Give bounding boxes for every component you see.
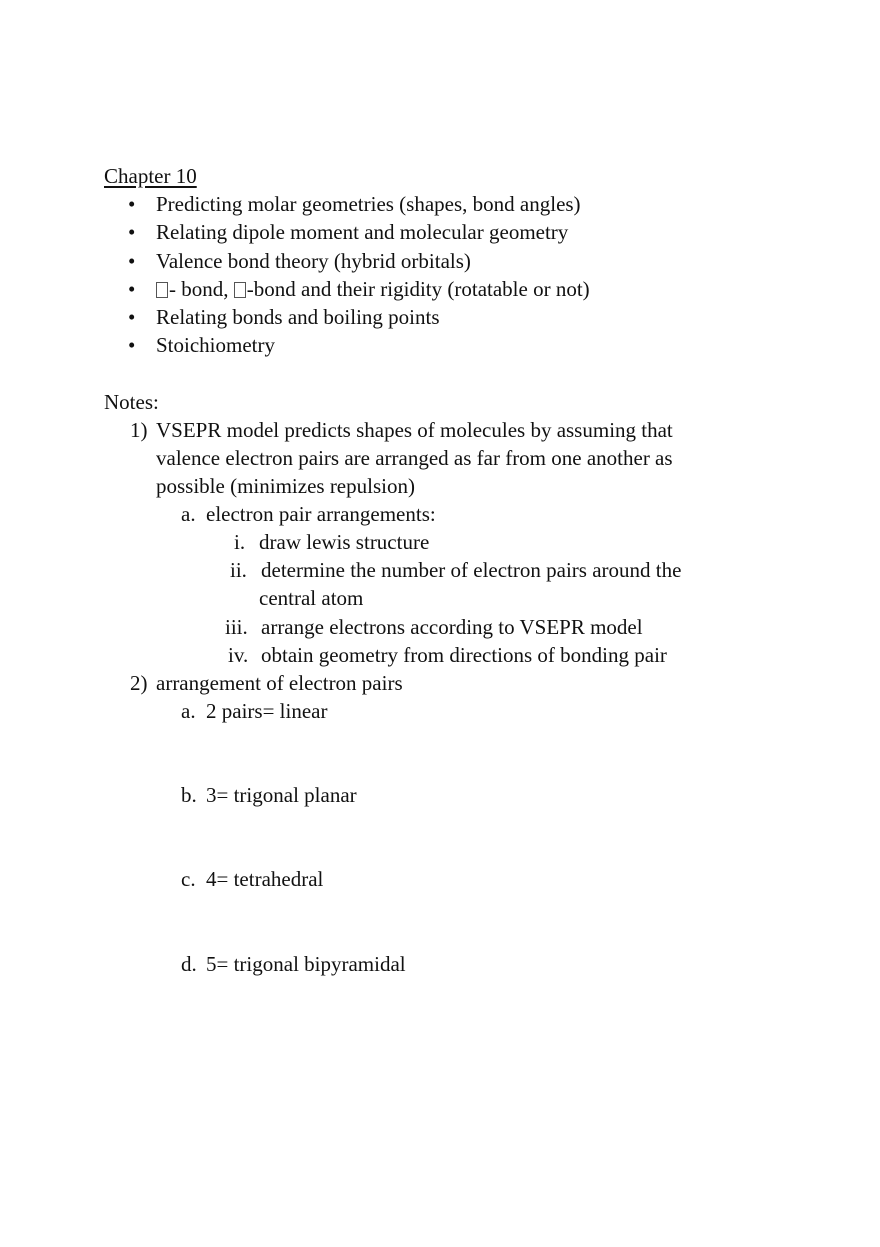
objective-text-part: - bond, — [169, 276, 234, 301]
missing-glyph-icon — [156, 282, 168, 298]
note-text: arrangement of electron pairs — [156, 671, 403, 695]
list-marker: a. — [181, 699, 196, 723]
chapter-heading: Chapter 10 — [104, 164, 197, 188]
list-marker: i. — [234, 530, 246, 554]
objective-item — [104, 331, 590, 359]
list-marker: iv. — [228, 643, 249, 667]
bullet-icon: • — [128, 305, 136, 330]
list-marker: b. — [181, 783, 197, 807]
note-text: valence electron pairs are arranged as far from one another as — [156, 446, 673, 470]
note-text: obtain geometry from directions of bonding pair — [261, 643, 667, 667]
objective-item — [104, 275, 590, 303]
bullet-icon: • — [128, 248, 136, 273]
list-marker: iii. — [225, 615, 248, 639]
objective-text-part: -bond and their rigidity (rotatable or not) — [246, 276, 590, 301]
list-marker: 1) — [130, 418, 148, 442]
note-text: 5= trigonal bipyramidal — [206, 952, 406, 976]
note-text: central atom — [259, 586, 364, 610]
objective-item — [104, 303, 590, 331]
bullet-icon: • — [128, 333, 136, 358]
note-text: arrange electrons according to VSEPR model — [261, 615, 643, 639]
note-text: VSEPR model predicts shapes of molecules by assuming that — [156, 418, 673, 442]
objective-item — [104, 247, 590, 275]
note-text: electron pair arrangements: — [206, 502, 436, 526]
note-text: 2 pairs= linear — [206, 699, 328, 723]
note-text: draw lewis structure — [259, 530, 430, 554]
note-text: possible (minimizes repulsion) — [156, 474, 415, 498]
objective-item — [104, 190, 590, 218]
objective-text: Relating dipole moment and molecular geometry — [156, 220, 569, 245]
list-marker: ii. — [230, 558, 247, 582]
list-marker: a. — [181, 502, 196, 526]
note-text: 4= tetrahedral — [206, 867, 324, 891]
objectives-list — [104, 190, 590, 360]
objective-text: Relating bonds and boiling points — [156, 305, 440, 330]
list-marker: d. — [181, 952, 197, 976]
missing-glyph-icon — [234, 282, 246, 298]
list-marker: 2) — [130, 671, 148, 695]
objective-text: Valence bond theory (hybrid orbitals) — [156, 248, 471, 273]
bullet-icon: • — [128, 192, 136, 216]
objective-text: Predicting molar geometries (shapes, bond angles) — [156, 192, 581, 216]
objective-item — [104, 218, 590, 246]
note-text: 3= trigonal planar — [206, 783, 357, 807]
bullet-icon: • — [128, 276, 136, 301]
note-text: determine the number of electron pairs around the — [261, 558, 682, 582]
list-marker: c. — [181, 867, 196, 891]
objective-text: Stoichiometry — [156, 333, 275, 358]
notes-title: Notes: — [104, 390, 159, 414]
bullet-icon: • — [128, 220, 136, 245]
